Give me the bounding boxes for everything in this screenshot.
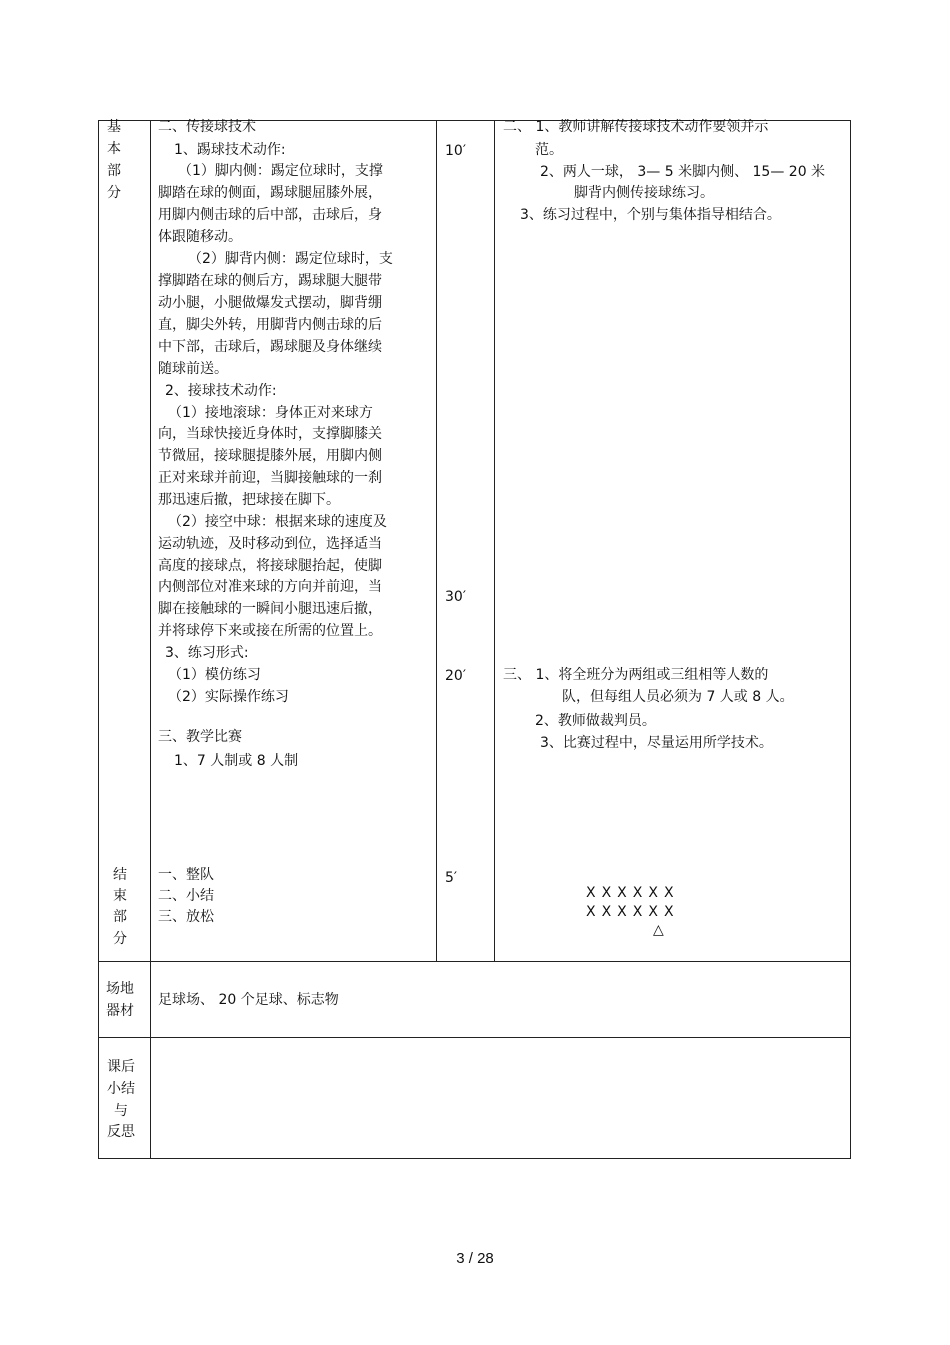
section-end-char: 结	[113, 867, 127, 883]
content-line: 向，当球快接近身体时，支撑脚膝关	[158, 426, 382, 442]
table-right-border	[850, 120, 851, 1159]
venue-label: 器材	[106, 1003, 134, 1019]
content-line: （1）脚内侧：踢定位球时，支撑	[178, 163, 383, 179]
content-line: 脚在接触球的一瞬间小腿迅速后撤，	[158, 601, 382, 617]
content-line: 撑脚踏在球的侧后方，踢球腿大腿带	[158, 273, 382, 289]
reflection-label: 课后	[107, 1059, 135, 1075]
section-end-char: 束	[113, 888, 127, 904]
content-line: 中下部，击球后，踢球腿及身体继续	[158, 339, 382, 355]
content-line: 1、7 人制或 8 人制	[174, 753, 299, 769]
section-basic-char: 本	[107, 141, 121, 157]
time-value: 10′	[445, 143, 466, 159]
content-line: （2）实际操作练习	[168, 689, 289, 705]
content-line: （2）接空中球：根据来球的速度及	[168, 514, 387, 530]
content-line: 正对来球并前迎，当脚接触球的一刹	[158, 470, 382, 486]
teacher-triangle-icon: △	[653, 922, 664, 938]
time-value: 5′	[445, 870, 458, 886]
content-line: 2、接球技术动作:	[165, 383, 277, 399]
content-line: 三、教学比赛	[158, 729, 242, 745]
table-left-border	[98, 120, 99, 1159]
content-line: 那迅速后撤，把球接在脚下。	[158, 492, 340, 508]
method-line: 2、教师做裁判员。	[535, 713, 656, 729]
section-basic-char: 基	[107, 119, 121, 135]
table-bottom-border	[98, 1158, 851, 1159]
method-line: 三、 1、将全班分为两组或三组相等人数的	[503, 667, 769, 683]
reflection-label: 小结	[107, 1081, 135, 1097]
section-basic-char: 部	[107, 163, 121, 179]
content-line: （1）模仿练习	[168, 667, 261, 683]
content-line: （2）脚背内侧：踢定位球时，支	[188, 251, 393, 267]
page-number: 3 / 28	[456, 1250, 494, 1267]
method-line: 3、练习过程中，个别与集体指导相结合。	[520, 207, 781, 223]
method-line: 3、比赛过程中，尽量运用所学技术。	[540, 735, 773, 751]
content-line: 1、踢球技术动作:	[174, 142, 286, 158]
row-divider-venue	[98, 961, 851, 962]
method-line: 队，但每组人员必须为 7 人或 8 人。	[562, 689, 794, 705]
content-column-divider	[436, 120, 437, 962]
content-line: 二、传接球技术	[158, 119, 256, 135]
content-line: 二、小结	[158, 888, 214, 904]
time-value: 20′	[445, 668, 466, 684]
content-line: 动小腿，小腿做爆发式摆动，脚背绷	[158, 295, 382, 311]
row-divider-reflection	[98, 1037, 851, 1038]
content-line: 3、练习形式:	[165, 645, 249, 661]
content-line: （1）接地滚球：身体正对来球方	[168, 405, 373, 421]
formation-row: XXXXXX	[586, 904, 680, 920]
section-basic-char: 分	[107, 185, 121, 201]
content-line: 体跟随移动。	[158, 229, 242, 245]
label-column-divider	[150, 120, 151, 1159]
content-line: 随球前送。	[158, 361, 228, 377]
method-line: 范。	[535, 142, 563, 158]
method-line: 二、 1、教师讲解传接球技术动作要领并示	[503, 119, 769, 135]
venue-text: 足球场、 20 个足球、标志物	[158, 992, 339, 1008]
content-line: 并将球停下来或接在所需的位置上。	[158, 623, 382, 639]
content-line: 用脚内侧击球的后中部，击球后，身	[158, 207, 382, 223]
reflection-label: 反思	[107, 1124, 135, 1140]
content-line: 一、整队	[158, 867, 214, 883]
time-column-divider	[494, 120, 495, 962]
content-line: 高度的接球点，将接球腿抬起，使脚	[158, 558, 382, 574]
section-end-char: 分	[113, 931, 127, 947]
venue-label: 场地	[106, 981, 134, 997]
content-line: 内侧部位对准来球的方向并前迎，当	[158, 579, 382, 595]
formation-row: XXXXXX	[586, 885, 680, 901]
content-line: 直，脚尖外转，用脚背内侧击球的后	[158, 317, 382, 333]
section-end-char: 部	[113, 909, 127, 925]
content-line: 三、放松	[158, 909, 214, 925]
content-line: 节微屈，接球腿提膝外展，用脚内侧	[158, 448, 382, 464]
method-line: 2、两人一球， 3— 5 米脚内侧、 15— 20 米	[540, 164, 826, 180]
content-line: 脚踏在球的侧面，踢球腿屈膝外展，	[158, 185, 382, 201]
method-line: 脚背内侧传接球练习。	[574, 185, 714, 201]
time-value: 30′	[445, 589, 466, 605]
reflection-label: 与	[114, 1103, 128, 1119]
content-line: 运动轨迹，及时移动到位，选择适当	[158, 536, 382, 552]
